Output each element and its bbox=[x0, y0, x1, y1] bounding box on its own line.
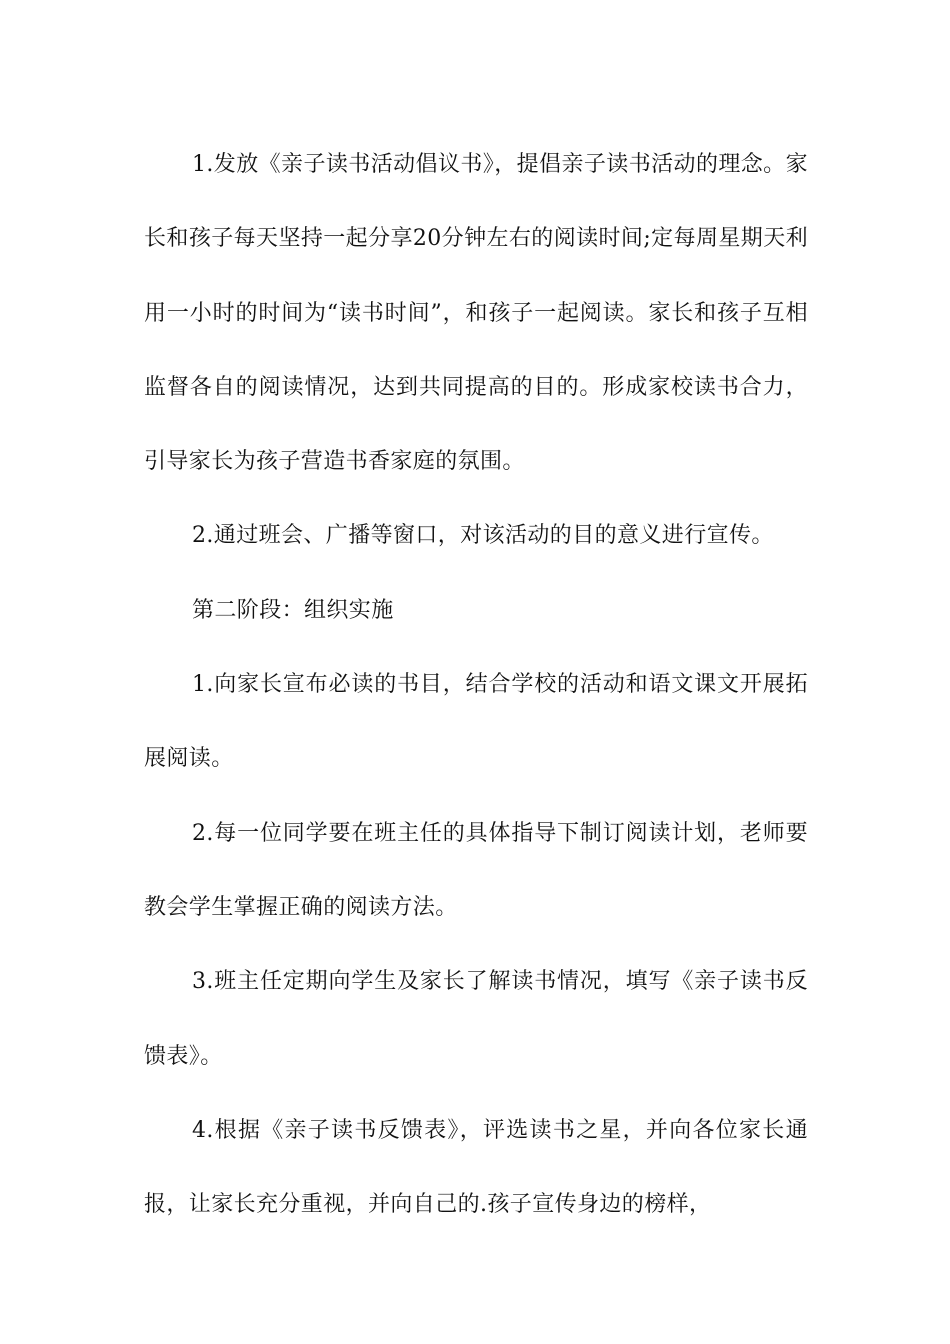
paragraph-reading-plan: 2.每一位同学要在班主任的具体指导下制订阅读计划，老师要教会学生掌握正确的阅读方法。 bbox=[144, 820, 808, 920]
paragraph-required-books: 1.向家长宣布必读的书目，结合学校的活动和语文课文开展拓展阅读。 bbox=[144, 672, 808, 772]
document-body bbox=[144, 128, 808, 1242]
paragraph-feedback-form: 3.班主任定期向学生及家长了解读书情况，填写《亲子读书反馈表》。 bbox=[144, 969, 808, 1069]
section-heading-stage-two: 第二阶段：组织实施 bbox=[192, 597, 394, 623]
paragraph-publicity: 2.通过班会、广播等窗口，对该活动的目的意义进行宣传。 bbox=[192, 523, 774, 549]
paragraph-reading-star: 4.根据《亲子读书反馈表》，评选读书之星，并向各位家长通报，让家长充分重视，并向自己的.孩子宣传身边的榜样， bbox=[144, 1117, 808, 1218]
paragraph-reading-initiative: 1.发放《亲子读书活动倡议书》，提倡亲子读书活动的理念。家长和孩子每天坚持一起分享20分钟左右的阅读时间;定每周星期天利用一小时的时间为“读书时间”，和孩子一起阅读。家长和孩子互相监督各自的阅读情况，达到共同提高的目的。形成家校读书合力，引导家长为孩子营造书香家庭的氛围。 bbox=[144, 152, 808, 475]
